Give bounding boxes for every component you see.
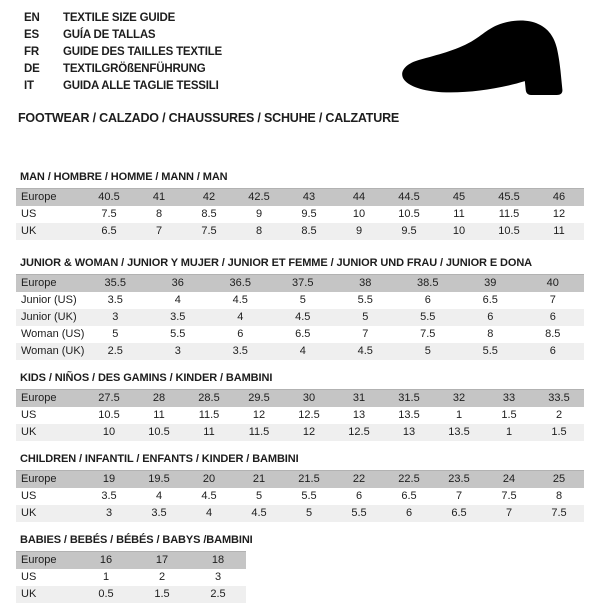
size-cell: 8 bbox=[155, 208, 163, 220]
size-cell: 12.5 bbox=[298, 409, 320, 421]
language-code: ES bbox=[24, 29, 39, 41]
size-cell: 44 bbox=[352, 191, 366, 203]
size-cell: 13.5 bbox=[448, 426, 470, 438]
size-cell: 8.5 bbox=[545, 328, 561, 340]
row-label: Junior (UK) bbox=[21, 311, 77, 323]
section-children bbox=[16, 453, 584, 522]
size-cell: 2 bbox=[555, 409, 563, 421]
size-cell: 7 bbox=[455, 490, 463, 502]
row-label: Woman (US) bbox=[21, 328, 85, 340]
table-row bbox=[16, 552, 246, 570]
table-row bbox=[16, 206, 584, 223]
size-cell: 11 bbox=[453, 208, 465, 220]
size-table-man bbox=[16, 188, 584, 240]
size-cell: 7 bbox=[549, 294, 556, 306]
table-row bbox=[16, 505, 584, 522]
language-label: TEXTILGRÖßENFÜHRUNG bbox=[63, 63, 206, 75]
size-cell: 3.5 bbox=[232, 345, 248, 357]
size-cell: 6 bbox=[549, 311, 556, 323]
size-cell: 4 bbox=[155, 490, 163, 502]
language-label: GUIDE DES TAILLES TEXTILE bbox=[63, 46, 222, 58]
size-cell: 4 bbox=[299, 345, 306, 357]
section-junior-woman bbox=[16, 257, 584, 360]
size-cell: 22 bbox=[352, 473, 366, 485]
row-label: Woman (UK) bbox=[21, 345, 85, 357]
size-cell: 4.5 bbox=[357, 345, 373, 357]
size-cell: 6.5 bbox=[295, 328, 311, 340]
size-cell: 9 bbox=[255, 208, 263, 220]
size-cell: 10.5 bbox=[398, 208, 420, 220]
size-cell: 9 bbox=[355, 225, 363, 237]
size-cell: 40.5 bbox=[98, 191, 120, 203]
size-cell: 32 bbox=[452, 392, 466, 404]
size-cell: 7.5 bbox=[201, 225, 217, 237]
row-label: Europe bbox=[21, 191, 57, 203]
size-cell: 6 bbox=[405, 507, 413, 519]
size-cell: 19.5 bbox=[148, 473, 170, 485]
size-cell: 35.5 bbox=[104, 277, 126, 289]
size-cell: 42 bbox=[202, 191, 216, 203]
size-cell: 3 bbox=[105, 507, 113, 519]
size-cell: 45.5 bbox=[498, 191, 520, 203]
table-row bbox=[16, 569, 246, 586]
size-cell: 1 bbox=[102, 571, 110, 583]
size-cell: 40 bbox=[546, 277, 559, 289]
size-cell: 4 bbox=[205, 507, 213, 519]
size-cell: 13 bbox=[352, 409, 366, 421]
size-cell: 8 bbox=[487, 328, 494, 340]
size-cell: 39 bbox=[484, 277, 497, 289]
size-cell: 10.5 bbox=[98, 409, 120, 421]
table-row bbox=[16, 586, 246, 603]
size-cell: 38 bbox=[359, 277, 372, 289]
language-label: TEXTILE SIZE GUIDE bbox=[63, 12, 176, 24]
size-cell: 2 bbox=[158, 571, 166, 583]
size-cell: 1.5 bbox=[154, 588, 170, 600]
size-cell: 3.5 bbox=[107, 294, 123, 306]
table-row bbox=[16, 343, 584, 360]
size-cell: 11.5 bbox=[498, 208, 520, 220]
row-label: UK bbox=[21, 507, 37, 519]
size-table-junior-woman bbox=[16, 274, 584, 360]
table-row bbox=[16, 407, 584, 424]
size-cell: 5 bbox=[299, 294, 306, 306]
row-label: Europe bbox=[21, 473, 57, 485]
size-cell: 16 bbox=[99, 554, 113, 566]
size-cell: 5 bbox=[424, 345, 431, 357]
size-cell: 10.5 bbox=[148, 426, 170, 438]
size-cell: 11 bbox=[553, 225, 565, 237]
dress-shoe-icon bbox=[393, 14, 579, 106]
size-cell: 4.5 bbox=[251, 507, 267, 519]
section-man bbox=[16, 171, 584, 240]
size-cell: 12 bbox=[302, 426, 316, 438]
size-cell: 10 bbox=[452, 225, 466, 237]
size-table-babies bbox=[16, 551, 246, 603]
size-cell: 5.5 bbox=[482, 345, 498, 357]
size-cell: 9.5 bbox=[301, 208, 317, 220]
size-cell: 6.5 bbox=[101, 225, 117, 237]
section-babies bbox=[16, 534, 584, 603]
size-cell: 33.5 bbox=[548, 392, 570, 404]
size-cell: 30 bbox=[302, 392, 316, 404]
size-cell: 42.5 bbox=[248, 191, 270, 203]
size-cell: 8.5 bbox=[201, 208, 217, 220]
size-cell: 4 bbox=[237, 311, 244, 323]
table-row bbox=[16, 424, 584, 441]
size-cell: 6 bbox=[487, 311, 494, 323]
size-cell: 1.5 bbox=[501, 409, 517, 421]
size-cell: 11 bbox=[203, 426, 215, 438]
size-cell: 12.5 bbox=[348, 426, 370, 438]
size-cell: 3 bbox=[112, 311, 119, 323]
size-cell: 7 bbox=[362, 328, 369, 340]
size-cell: 11.5 bbox=[198, 409, 220, 421]
size-cell: 3.5 bbox=[170, 311, 186, 323]
size-cell: 43 bbox=[302, 191, 316, 203]
size-cell: 7 bbox=[155, 225, 163, 237]
size-cell: 33 bbox=[502, 392, 516, 404]
row-label: UK bbox=[21, 588, 37, 600]
size-cell: 2.5 bbox=[107, 345, 123, 357]
size-cell: 22.5 bbox=[398, 473, 420, 485]
size-cell: 25 bbox=[552, 473, 566, 485]
language-label: GUIDA ALLE TAGLIE TESSILI bbox=[63, 80, 219, 92]
size-cell: 6 bbox=[237, 328, 244, 340]
size-cell: 8 bbox=[555, 490, 563, 502]
size-cell: 17 bbox=[155, 554, 169, 566]
size-cell: 36.5 bbox=[229, 277, 251, 289]
row-label: Europe bbox=[21, 277, 57, 289]
size-cell: 27.5 bbox=[98, 392, 120, 404]
size-cell: 6.5 bbox=[401, 490, 417, 502]
size-table-kids bbox=[16, 389, 584, 441]
size-cell: 3 bbox=[174, 345, 181, 357]
size-cell: 21.5 bbox=[298, 473, 320, 485]
size-cell: 6 bbox=[549, 345, 556, 357]
size-cell: 31.5 bbox=[398, 392, 420, 404]
size-cell: 29.5 bbox=[248, 392, 270, 404]
size-cell: 5.5 bbox=[170, 328, 186, 340]
size-cell: 41 bbox=[152, 191, 166, 203]
size-cell: 12 bbox=[552, 208, 566, 220]
size-cell: 46 bbox=[552, 191, 566, 203]
size-cell: 1.5 bbox=[551, 426, 567, 438]
size-cell: 5 bbox=[362, 311, 369, 323]
size-cell: 28.5 bbox=[198, 392, 220, 404]
size-cell: 2.5 bbox=[210, 588, 226, 600]
size-cell: 6.5 bbox=[482, 294, 498, 306]
size-cell: 20 bbox=[202, 473, 216, 485]
size-cell: 11.5 bbox=[248, 426, 270, 438]
size-cell: 7.5 bbox=[101, 208, 117, 220]
row-label: US bbox=[21, 208, 37, 220]
size-cell: 3.5 bbox=[151, 507, 167, 519]
size-cell: 6.5 bbox=[451, 507, 467, 519]
row-label: UK bbox=[21, 225, 37, 237]
size-cell: 5 bbox=[305, 507, 313, 519]
size-table-title: CHILDREN / INFANTIL / ENFANTS / KINDER / BAMBINI bbox=[20, 453, 299, 465]
size-cell: 45 bbox=[452, 191, 466, 203]
size-cell: 31 bbox=[352, 392, 366, 404]
size-cell: 7.5 bbox=[420, 328, 436, 340]
table-row bbox=[16, 488, 584, 505]
size-cell: 7 bbox=[505, 507, 513, 519]
size-cell: 8 bbox=[255, 225, 263, 237]
size-cell: 6 bbox=[355, 490, 363, 502]
size-cell: 28 bbox=[152, 392, 166, 404]
table-row bbox=[16, 189, 584, 207]
language-label: GUÍA DE TALLAS bbox=[63, 29, 156, 41]
size-cell: 4 bbox=[174, 294, 181, 306]
size-cell: 3.5 bbox=[101, 490, 117, 502]
language-code: FR bbox=[24, 46, 39, 58]
row-label: US bbox=[21, 409, 37, 421]
language-code: DE bbox=[24, 63, 40, 75]
size-table-title: JUNIOR & WOMAN / JUNIOR Y MUJER / JUNIOR ET FEMME / JUNIOR UND FRAU / JUNIOR E DONA bbox=[20, 257, 533, 269]
size-cell: 1 bbox=[505, 426, 513, 438]
table-row bbox=[16, 326, 584, 343]
size-cell: 24 bbox=[502, 473, 516, 485]
size-cell: 44.5 bbox=[398, 191, 420, 203]
size-cell: 37.5 bbox=[292, 277, 314, 289]
table-row bbox=[16, 471, 584, 489]
row-label: UK bbox=[21, 426, 37, 438]
size-cell: 7.5 bbox=[501, 490, 517, 502]
size-cell: 10 bbox=[102, 426, 116, 438]
table-row bbox=[16, 292, 584, 309]
size-table-title: MAN / HOMBRE / HOMME / MANN / MAN bbox=[20, 171, 228, 183]
language-code: IT bbox=[24, 80, 34, 92]
size-cell: 23.5 bbox=[448, 473, 470, 485]
size-cell: 5.5 bbox=[420, 311, 436, 323]
size-cell: 4.5 bbox=[295, 311, 311, 323]
size-cell: 1 bbox=[455, 409, 463, 421]
size-table-title: KIDS / NIÑOS / DES GAMINS / KINDER / BAMBINI bbox=[20, 372, 273, 384]
row-label: Junior (US) bbox=[21, 294, 77, 306]
row-label: US bbox=[21, 571, 37, 583]
size-cell: 19 bbox=[102, 473, 116, 485]
size-cell: 5.5 bbox=[351, 507, 367, 519]
size-cell: 9.5 bbox=[401, 225, 417, 237]
size-cell: 5.5 bbox=[301, 490, 317, 502]
size-cell: 10 bbox=[352, 208, 366, 220]
size-cell: 4.5 bbox=[232, 294, 248, 306]
size-cell: 13 bbox=[402, 426, 416, 438]
size-cell: 10.5 bbox=[498, 225, 520, 237]
size-cell: 3 bbox=[214, 571, 222, 583]
size-cell: 13.5 bbox=[398, 409, 420, 421]
size-cell: 4.5 bbox=[201, 490, 217, 502]
table-row bbox=[16, 223, 584, 240]
table-row bbox=[16, 390, 584, 408]
size-cell: 8.5 bbox=[301, 225, 317, 237]
row-label: Europe bbox=[21, 554, 57, 566]
size-cell: 12 bbox=[252, 409, 266, 421]
row-label: Europe bbox=[21, 392, 57, 404]
size-cell: 0.5 bbox=[98, 588, 114, 600]
size-table-children bbox=[16, 470, 584, 522]
size-cell: 5 bbox=[112, 328, 119, 340]
size-cell: 5.5 bbox=[357, 294, 373, 306]
size-cell: 38.5 bbox=[417, 277, 439, 289]
size-cell: 7.5 bbox=[551, 507, 567, 519]
size-cell: 6 bbox=[424, 294, 431, 306]
size-cell: 21 bbox=[252, 473, 266, 485]
table-row bbox=[16, 275, 584, 293]
category-title: FOOTWEAR / CALZADO / CHAUSSURES / SCHUHE / CALZATURE bbox=[18, 111, 400, 125]
size-cell: 5 bbox=[255, 490, 263, 502]
size-cell: 36 bbox=[171, 277, 184, 289]
language-code: EN bbox=[24, 12, 40, 24]
row-label: US bbox=[21, 490, 37, 502]
size-table-title: BABIES / BEBÉS / BÉBÉS / BABYS /BAMBINI bbox=[20, 534, 253, 546]
section-kids bbox=[16, 372, 584, 441]
table-row bbox=[16, 309, 584, 326]
size-cell: 18 bbox=[211, 554, 225, 566]
size-cell: 11 bbox=[153, 409, 165, 421]
